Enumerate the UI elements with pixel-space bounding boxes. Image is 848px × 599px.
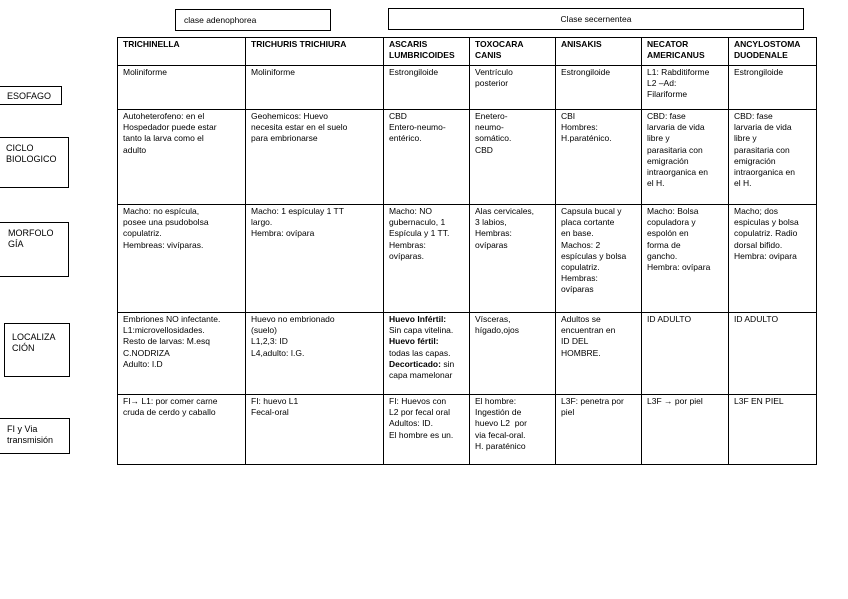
cell-esofago-anisakis: Estrongiloide [556, 66, 642, 110]
cell-morfologia-necator: Macho: Bolsa copuladora y espolón en forma de gancho. Hembra: ovípara [642, 205, 729, 313]
cell-localizacion-toxocara: Vísceras, hígado,ojos [470, 313, 556, 395]
col-header-ascaris: ASCARIS LUMBRICOIDES [384, 38, 470, 66]
cell-esofago-necator: L1: Rabditiforme L2 –Ad: Filariforme [642, 66, 729, 110]
col-header-necator: NECATOR AMERICANUS [642, 38, 729, 66]
cell-transmision-trichinella: FI→ L1: por comer carne cruda de cerdo y caballo [118, 395, 246, 465]
cell-esofago-ascaris: Estrongiloide [384, 66, 470, 110]
parasite-comparison-table [117, 37, 817, 465]
cell-transmision-ancylostoma: L3F EN PIEL [729, 395, 817, 465]
cell-morfologia-trichuris: Macho: 1 espículay 1 TT largo. Hembra: ovípara [246, 205, 384, 313]
cell-ciclo-trichinella: Autoheterofeno: en el Hospedador puede estar tanto la larva como el adulto [118, 110, 246, 205]
table-row-localizacion [118, 313, 817, 395]
cell-localizacion-necator: ID ADULTO [642, 313, 729, 395]
cell-esofago-ancylostoma: Estrongiloide [729, 66, 817, 110]
cell-localizacion-anisakis: Adultos se encuentran en ID DEL HOMBRE. [556, 313, 642, 395]
cell-ciclo-anisakis: CBI Hombres: H.paraténico. [556, 110, 642, 205]
cell-ciclo-ascaris: CBD Entero-neumo- entérico. [384, 110, 470, 205]
col-header-trichinella: TRICHINELLA [118, 38, 246, 66]
cell-morfologia-trichinella: Macho: no espícula, posee una psudobolsa copulatriz. Hembreas: vivíparas. [118, 205, 246, 313]
cell-morfologia-anisakis: Capsula bucal y placa cortante en base. Machos: 2 espículas y bolsa copulatriz. Hembras: ovíparas [556, 205, 642, 313]
cell-esofago-trichinella: Moliniforme [118, 66, 246, 110]
table-header-row [118, 38, 817, 66]
cell-transmision-toxocara: El hombre: Ingestión de huevo L2 por via fecal-oral. H. paraténico [470, 395, 556, 465]
table-row-morfologia [118, 205, 817, 313]
cell-localizacion-trichinella: Embriones NO infectante. L1:microvellosidades. Resto de larvas: M.esq C.NODRIZA Adulto: I.D [118, 313, 246, 395]
cell-ciclo-necator: CBD: fase larvaria de vida libre y parasitaria con emigración intraorganica en el H. [642, 110, 729, 205]
col-header-anisakis: ANISAKIS [556, 38, 642, 66]
class-adenophorea-label: clase adenophorea [184, 15, 257, 25]
row-label-localizacion: LOCALIZA CIÓN [4, 323, 70, 377]
table-row-transmision [118, 395, 817, 465]
cell-ciclo-trichuris: Geohemicos: Huevo necesita estar en el suelo para embrionarse [246, 110, 384, 205]
row-label-ciclo: CICLO BIOLOGICO [0, 137, 69, 188]
cell-ciclo-toxocara: Enetero- neumo- somático. CBD [470, 110, 556, 205]
cell-transmision-necator: L3F → por piel [642, 395, 729, 465]
cell-ciclo-ancylostoma: CBD: fase larvaria de vida libre y parasitaria con emigración intraorganica en el H. [729, 110, 817, 205]
cell-morfologia-toxocara: Alas cervicales, 3 labios, Hembras: ovíparas [470, 205, 556, 313]
class-adenophorea-box [175, 9, 331, 31]
col-header-trichuris: TRICHURIS TRICHIURA [246, 38, 384, 66]
cell-morfologia-ancylostoma: Macho; dos espiculas y bolsa copulatriz. Radio dorsal bifido. Hembra: ovipara [729, 205, 817, 313]
cell-localizacion-trichuris: Huevo no embrionado (suelo) L1,2,3: ID L4,adulto: I.G. [246, 313, 384, 395]
cell-localizacion-ancylostoma: ID ADULTO [729, 313, 817, 395]
row-label-transmision: FI y Via transmisión [0, 418, 70, 454]
cell-esofago-trichuris: Moliniforme [246, 66, 384, 110]
col-header-toxocara: TOXOCARA CANIS [470, 38, 556, 66]
class-secernentea-label: Clase secernentea [560, 14, 632, 24]
col-header-ancylostoma: ANCYLOSTOMA DUODENALE [729, 38, 817, 66]
cell-esofago-toxocara: Ventrículo posterior [470, 66, 556, 110]
table-row-ciclo [118, 110, 817, 205]
cell-transmision-trichuris: FI: huevo L1 Fecal-oral [246, 395, 384, 465]
cell-transmision-ascaris: FI: Huevos con L2 por fecal oral Adultos: ID. El hombre es un. [384, 395, 470, 465]
row-label-morfologia: MORFOLO GÍA [0, 222, 69, 277]
cell-morfologia-ascaris: Macho: NO gubernaculo, 1 Espícula y 1 TT. Hembras: ovíparas. [384, 205, 470, 313]
row-label-esofago: ESOFAGO [0, 86, 62, 105]
table-row-esofago [118, 66, 817, 110]
cell-localizacion-ascaris: Huevo Infértil: Sin capa vitelina. Huevo fértil: todas las capas. Decorticado: sin capa mamelonar [384, 313, 470, 395]
cell-transmision-anisakis: L3F: penetra por piel [556, 395, 642, 465]
class-secernentea-box [388, 8, 804, 30]
